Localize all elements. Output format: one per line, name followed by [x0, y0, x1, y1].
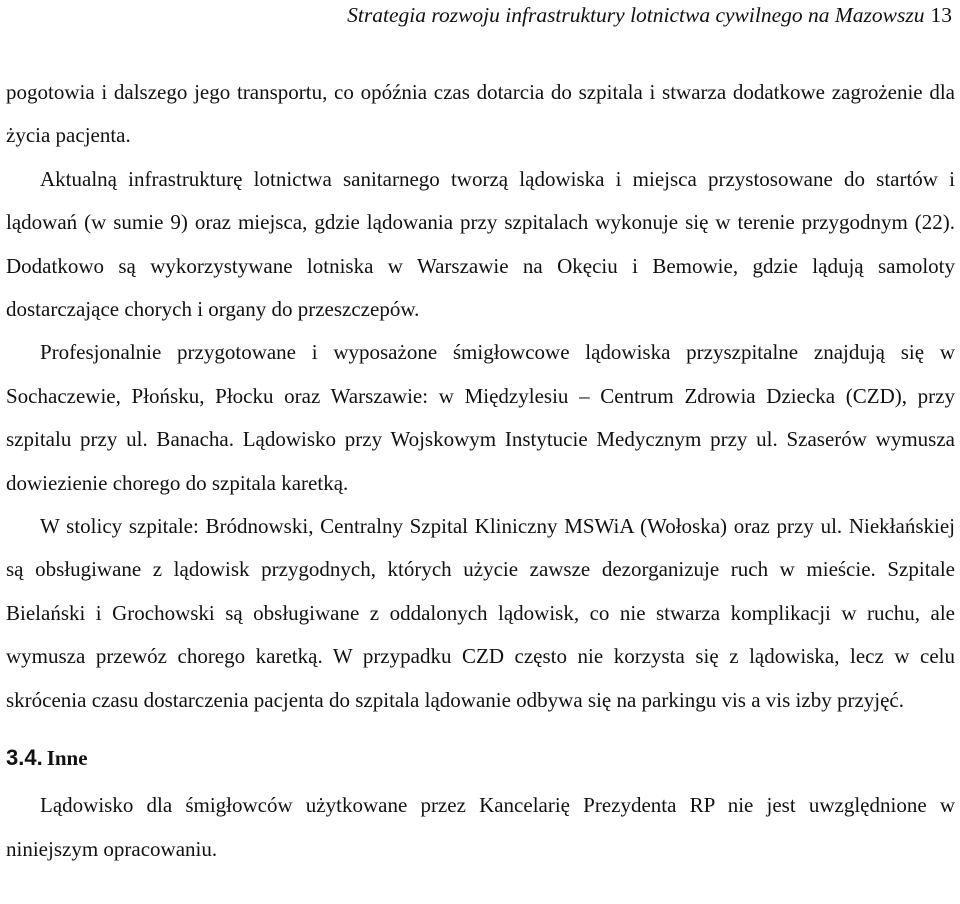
paragraph-continuation: pogotowia i dalszego jego transportu, co opóźnia czas dotarcia do szpitala i stwarza dodatkowe zagrożenie dla życia pacjenta.: [6, 80, 955, 148]
section-number: 3.4.: [6, 745, 43, 771]
paragraph-helipads: Profesjonalnie przygotowane i wyposażone śmigłowcowe lądowiska przyszpitalne znajdują się w Sochaczewie, Płońsku, Płocku oraz Warszawie: w Międzylesiu – Centrum Zdrowia Dziecka (CZD), przy szpitalu przy ul. Banacha. Lądowisko przy Wojskowym Instytucie Medycznym przy ul. Szaserów wymusza dowiezienie chorego do szpitala karetką.: [6, 340, 955, 495]
running-header: [347, 2, 952, 28]
paragraph-other: Lądowisko dla śmigłowców użytkowane przez Kancelarię Prezydenta RP nie jest uwzględnione w niniejszym opracowaniu.: [6, 793, 955, 861]
page-number: 13: [930, 3, 952, 27]
header-title: Strategia rozwoju infrastruktury lotnictwa cywilnego na Mazowszu: [347, 3, 925, 27]
document-body: [6, 71, 955, 871]
paragraph-infrastructure: Aktualną infrastrukturę lotnictwa sanitarnego tworzą lądowiska i miejsca przystosowane do startów i lądowań (w sumie 9) oraz miejsca, gdzie lądowania przy szpitalach wykonuje się w terenie przygodnym (22). Dodatkowo są wykorzystywane lotniska w Warszawie na Okęciu i Bemowie, gdzie lądują samoloty dostarczające chorych i organy do przeszczepów.: [6, 166, 955, 322]
section-title: Inne: [46, 746, 88, 771]
section-heading: [6, 736, 955, 780]
paragraph-warsaw-hospitals: W stolicy szpitale: Bródnowski, Centralny Szpital Kliniczny MSWiA (Wołoska) oraz przy ul. Niekłańskiej są obsługiwane z lądowisk przygodnych, których użycie zawsze dezorganizuje ruch w mieście. Szpitale Bielański i Grochowski są obsługiwane z oddalonych lądowisk, co nie stwarza komplikacji w ruchu, ale wymusza przewóz chorego karetką. W przypadku CZD często nie korzysta się z lądowiska, lecz w celu skrócenia czasu dostarczenia pacjenta do szpitala lądowanie odbywa się na parkingu vis a vis izby przyjęć.: [6, 514, 955, 712]
